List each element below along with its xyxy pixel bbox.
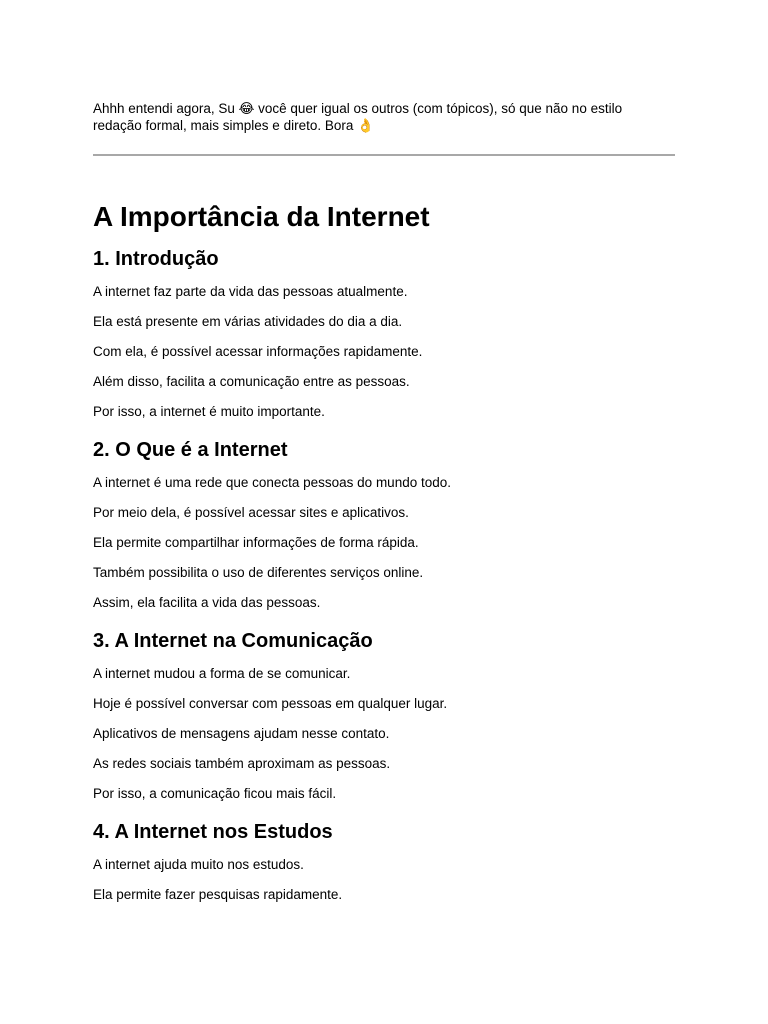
section-paragraph: Com ela, é possível acessar informações rapidamente. xyxy=(93,344,423,359)
section-paragraph: Ela está presente em várias atividades do dia a dia. xyxy=(93,314,403,329)
section-paragraph: As redes sociais também aproximam as pessoas. xyxy=(93,756,391,771)
section-paragraph: A internet é uma rede que conecta pessoas do mundo todo. xyxy=(93,475,451,490)
section-paragraph: Além disso, facilita a comunicação entre as pessoas. xyxy=(93,374,410,389)
intro-line-1: Ahhh entendi agora, Su 😂 você quer igual os outros (com tópicos), só que não no estilo xyxy=(93,101,623,116)
document-sections xyxy=(93,247,675,903)
document-section xyxy=(93,247,675,420)
section-paragraph: Também possibilita o uso de diferentes serviços online. xyxy=(93,565,424,580)
document-section xyxy=(93,629,675,802)
horizontal-divider xyxy=(93,154,675,156)
section-paragraph: Aplicativos de mensagens ajudam nesse contato. xyxy=(93,726,390,741)
section-paragraph: Por meio dela, é possível acessar sites e aplicativos. xyxy=(93,505,409,520)
document-title: A Importância da Internet xyxy=(93,201,430,232)
section-paragraph: Ela permite fazer pesquisas rapidamente. xyxy=(93,887,343,902)
document-section xyxy=(93,438,675,611)
section-paragraph: Assim, ela facilita a vida das pessoas. xyxy=(93,595,321,610)
document-page xyxy=(93,100,675,903)
section-paragraph: A internet faz parte da vida das pessoas atualmente. xyxy=(93,284,408,299)
section-paragraph: A internet mudou a forma de se comunicar. xyxy=(93,666,351,681)
section-paragraph: Ela permite compartilhar informações de forma rápida. xyxy=(93,535,419,550)
section-paragraph: Hoje é possível conversar com pessoas em qualquer lugar. xyxy=(93,696,448,711)
section-heading: 1. Introdução xyxy=(93,248,219,270)
section-heading: 2. O Que é a Internet xyxy=(93,439,288,461)
section-heading: 4. A Internet nos Estudos xyxy=(93,821,333,843)
section-paragraph: A internet ajuda muito nos estudos. xyxy=(93,857,304,872)
section-paragraph: Por isso, a comunicação ficou mais fácil. xyxy=(93,786,337,801)
section-paragraph: Por isso, a internet é muito importante. xyxy=(93,404,325,419)
intro-message xyxy=(93,100,675,134)
intro-line-2: redação formal, mais simples e direto. Bora 👌 xyxy=(93,118,374,133)
section-heading: 3. A Internet na Comunicação xyxy=(93,630,373,652)
document-section xyxy=(93,820,675,903)
